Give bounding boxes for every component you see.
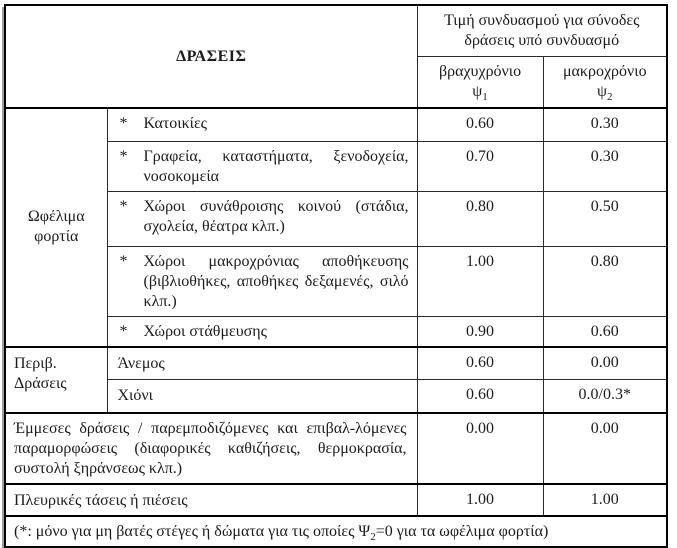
psi1-value-cell: 1.00 [417,484,543,516]
action-item-cell [107,191,417,246]
psi2-value-cell: 0.0/0.3* [543,380,667,413]
action-item-cell [107,141,417,191]
action-description-cell: Πλευρικές τάσεις ή πιέσεις [5,484,417,516]
asterisk-bullet: * [119,197,128,215]
psi2-value-cell: 0.80 [543,246,667,316]
document-frame [4,4,666,548]
short-term-label: βραχυχρόνιο [438,62,522,80]
table-row-plevrikes-taseis [5,484,667,516]
action-item-cell: Χιόνι [107,380,417,413]
action-item-text: Χώροι στάθμευσης [143,322,268,340]
psi2-value-cell: 1.00 [543,484,667,516]
table-row-katoikies [5,108,667,141]
combination-values-table [4,4,668,548]
table-row-emmeses-draseis [5,413,667,484]
psi1-value-cell: 0.90 [417,316,543,347]
footnote-psi-sub: 2 [370,530,376,543]
psi1-value-cell: 1.00 [417,246,543,316]
action-item-text: Κατοικίες [143,115,207,132]
psi1-symbol: $\psi_1$ [472,82,488,103]
psi2-value-cell: 0.60 [543,316,667,347]
group-cell-imposed-loads [5,108,107,347]
action-item-text: Χώροι μακροχρόνιας αποθήκευσης (βιβλιοθήκες, αποθήκες δεξαμενές, σιλό κλπ.) [143,252,409,310]
asterisk-bullet: * [119,147,128,165]
footnote-text-post: =0 για τα ωφέλιμα φορτία) [375,522,549,540]
long-term-label: μακροχρόνιο [562,62,647,80]
actions-header-cell [5,5,417,108]
action-item-cell [107,316,417,347]
actions-header-label: ΔΡΑΣΕΙΣ [176,47,247,65]
action-item-text: Χώροι συνάθροισης κοινού (στάδια, σχολεία, θέατρα κλπ.) [143,197,409,235]
footnote-row [5,516,667,547]
asterisk-bullet: * [119,252,128,270]
combo-title-line1: Τιμή συνδυασμού για σύνοδες [444,11,640,29]
asterisk-bullet: * [119,115,128,132]
psi2-value-cell: 0.30 [543,141,667,191]
psi2-value-cell: 0.50 [543,191,667,246]
table-row-anemos [5,347,667,380]
psi1-value-cell: 0.70 [417,141,543,191]
psi1-value-cell: 0.60 [417,380,543,413]
long-term-header-cell [543,56,667,108]
group-cell-environmental-actions [5,347,107,413]
psi1-value-cell: 0.60 [417,347,543,380]
psi2-value-cell: 0.00 [543,413,667,484]
asterisk-bullet: * [119,322,128,340]
action-description-cell: Έμμεσες δράσεις / παρεμποδιζόμενες και επιβαλ-λόμενες παραμορφώσεις (διαφορικές καθιζήσεις, θερμοκρασία, συστολή ξηράνσεως κλπ.) [5,413,417,484]
psi2-value-cell: 0.00 [543,347,667,380]
environmental-actions-label: Περιβ. Δράσεις [14,354,67,392]
imposed-loads-label: Ωφέλιμα φορτία [27,208,85,246]
combo-title-line2: δράσεις υπό συνδυασμό [464,31,620,49]
footnote-text-pre: (*: μόνο για μη βατές στέγες ή δώματα για τις οποίες Ψ [14,522,371,540]
action-item-cell [107,246,417,316]
psi2-symbol: $\psi_2$ [597,82,613,103]
action-item-cell [107,108,417,141]
combo-title-cell [417,5,667,56]
psi1-value-cell: 0.60 [417,108,543,141]
short-term-header-cell [417,56,543,108]
action-item-cell: Άνεμος [107,347,417,380]
footnote-cell [5,516,667,547]
action-item-text: Γραφεία, καταστήματα, ξενοδοχεία, νοσοκομεία [143,147,409,185]
psi1-value-cell: 0.00 [417,413,543,484]
psi2-value-cell: 0.30 [543,108,667,141]
header-row-1 [5,5,667,56]
psi1-value-cell: 0.80 [417,191,543,246]
